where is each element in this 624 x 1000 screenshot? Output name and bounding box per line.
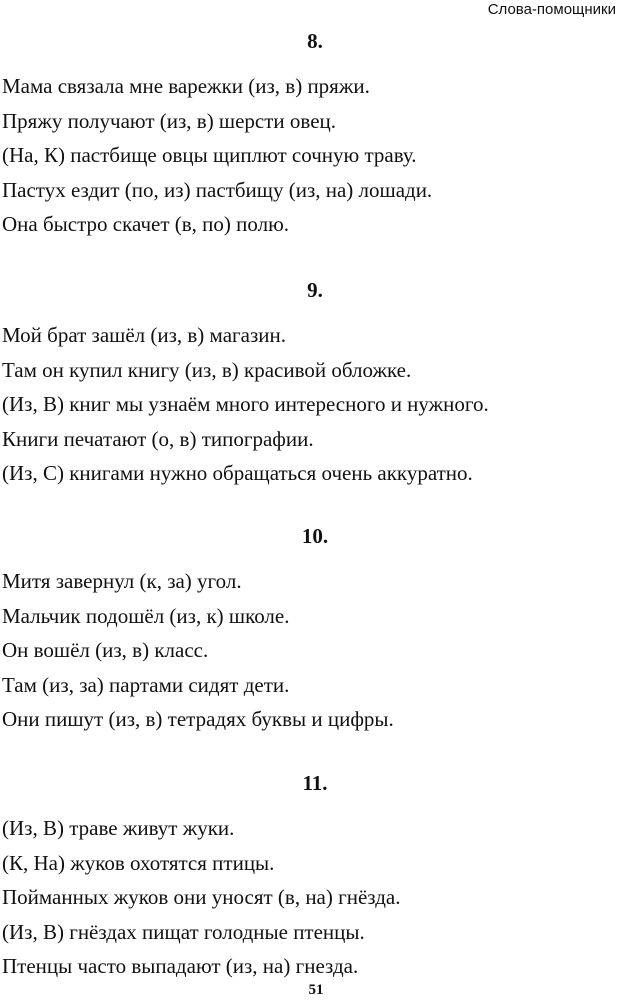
sentence: Мама связала мне варежки (из, в) пряжи.: [2, 74, 370, 98]
exercise-11: [0, 771, 624, 984]
exercise-9: [0, 278, 624, 491]
sentence: Там он купил книгу (из, в) красивой обложке.: [2, 357, 412, 382]
section-title: Слова-помощники: [487, 1, 616, 18]
sentence: (На, К) пастбище овцы щиплют сочную траву.: [2, 143, 417, 167]
sentence: (Из, В) книг мы узнаём много интересного и нужного.: [2, 392, 489, 416]
page-number: 51: [308, 982, 324, 998]
exercise-number: 10.: [301, 524, 329, 548]
sentence: Она быстро скачет (в, по) полю.: [2, 212, 290, 236]
sentence: (К, На) жуков охотятся птицы.: [2, 850, 275, 875]
sentence: (Из, С) книгами нужно обращаться очень аккуратно.: [2, 461, 473, 485]
sentence: Книги печатают (о, в) типографии.: [2, 426, 314, 451]
sentence: Пойманных жуков они уносят (в, на) гнёзда.: [2, 885, 401, 909]
sentence: Митя завернул (к, за) угол.: [2, 569, 242, 593]
sentence: Мой брат зашёл (из, в) магазин.: [2, 323, 286, 347]
sentence: Птенцы часто выпадают (из, на) гнезда.: [2, 954, 359, 978]
exercise-10: [0, 524, 624, 737]
exercise-8: [0, 29, 624, 242]
exercise-number: 11.: [302, 771, 328, 795]
sentence: (Из, В) траве живут жуки.: [2, 816, 235, 840]
exercise-number: 8.: [307, 29, 323, 53]
sentence: Там (из, за) партами сидят дети.: [2, 672, 290, 697]
sentence: Мальчик подошёл (из, к) школе.: [2, 603, 290, 628]
sentence: Он вошёл (из, в) класс.: [2, 638, 209, 662]
sentence: Пряжу получают (из, в) шерсти овец.: [2, 108, 337, 133]
exercise-number: 9.: [307, 278, 323, 302]
sentence: Пастух ездит (по, из) пастбищу (из, на) лошади.: [2, 177, 433, 202]
sentence: (Из, В) гнёздах пищат голодные птенцы.: [2, 919, 365, 944]
sentence: Они пишут (из, в) тетрадях буквы и цифры.: [2, 707, 394, 731]
